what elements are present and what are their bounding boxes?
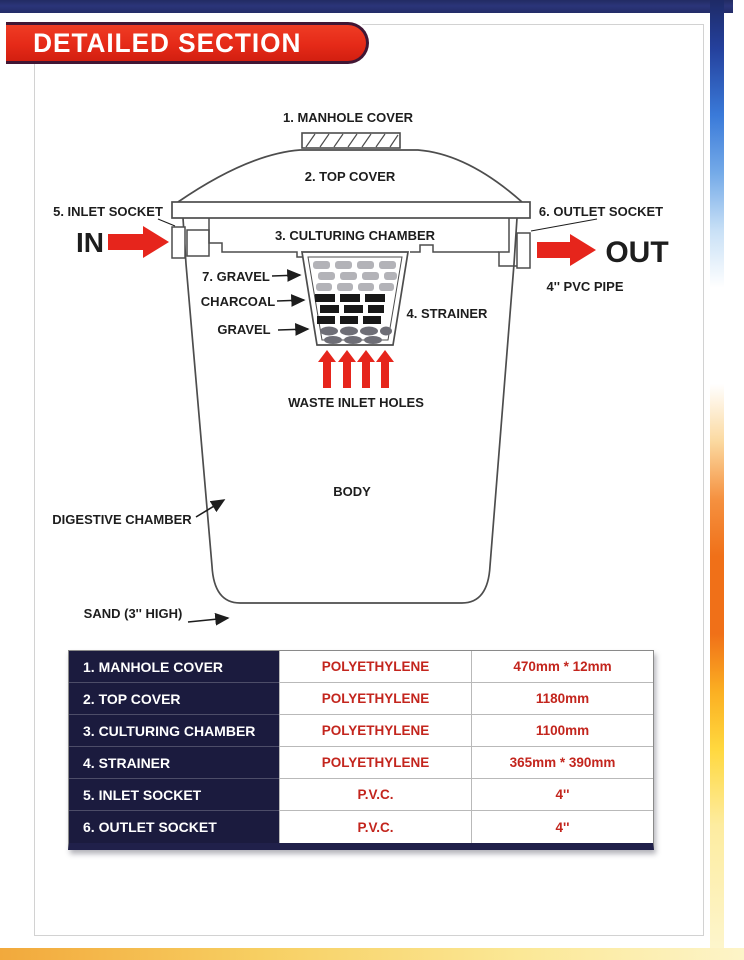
table-row (69, 715, 653, 747)
size-cell: 470mm * 12mm (471, 651, 653, 683)
material-cell: POLYETHYLENE (279, 683, 471, 715)
label-in: IN (76, 227, 104, 258)
material-cell: POLYETHYLENE (279, 747, 471, 779)
top-cover-dome (172, 150, 530, 218)
label-charcoal: CHARCOAL (200, 294, 276, 309)
label-waste-inlet-holes: WASTE INLET HOLES (288, 395, 424, 410)
material-cell: POLYETHYLENE (279, 715, 471, 747)
spec-table (68, 650, 654, 850)
size-cell: 4'' (471, 811, 653, 843)
out-arrow-icon (537, 234, 596, 266)
table-row (69, 747, 653, 779)
material-cell: POLYETHYLENE (279, 651, 471, 683)
label-gravel-bottom: GRAVEL (217, 322, 271, 337)
material-cell: P.V.C. (279, 779, 471, 811)
table-row (69, 811, 653, 843)
part-name-cell: 6. OUTLET SOCKET (69, 811, 279, 843)
outlet-socket (517, 233, 530, 268)
label-top-cover: 2. TOP COVER (304, 169, 396, 184)
bottom-gradient-band (0, 948, 744, 960)
label-strainer: 4. STRAINER (406, 306, 488, 321)
waste-inlet-arrows-icon (318, 350, 394, 388)
part-name-cell: 5. INLET SOCKET (69, 779, 279, 811)
label-manhole-cover: 1. MANHOLE COVER (282, 110, 414, 125)
label-out: OUT (605, 236, 669, 269)
size-cell: 365mm * 390mm (471, 747, 653, 779)
table-row (69, 651, 653, 683)
label-sand: SAND (3'' HIGH) (83, 606, 183, 621)
label-pvc-pipe: 4'' PVC PIPE (546, 279, 624, 294)
part-name-cell: 1. MANHOLE COVER (69, 651, 279, 683)
material-cell: P.V.C. (279, 811, 471, 843)
size-cell: 1100mm (471, 715, 653, 747)
label-digestive-chamber: DIGESTIVE CHAMBER (52, 512, 192, 527)
size-cell: 1180mm (471, 683, 653, 715)
label-outlet-socket: 6. OUTLET SOCKET (538, 204, 664, 219)
part-name-cell: 2. TOP COVER (69, 683, 279, 715)
table-row (69, 779, 653, 811)
strainer (302, 252, 408, 345)
size-cell: 4'' (471, 779, 653, 811)
inlet-socket (172, 227, 209, 258)
in-arrow-icon (108, 226, 169, 258)
label-body: BODY (333, 484, 371, 499)
page-title: DETAILED SECTION (33, 27, 302, 58)
charcoal-layer (315, 294, 385, 324)
label-inlet-socket: 5. INLET SOCKET (53, 204, 163, 219)
part-name-cell: 3. CULTURING CHAMBER (69, 715, 279, 747)
label-culturing-chamber: 3. CULTURING CHAMBER (274, 228, 436, 243)
label-gravel-top: 7. GRAVEL (202, 269, 270, 284)
table-row (69, 683, 653, 715)
part-name-cell: 4. STRAINER (69, 747, 279, 779)
manhole-cover (302, 133, 400, 148)
